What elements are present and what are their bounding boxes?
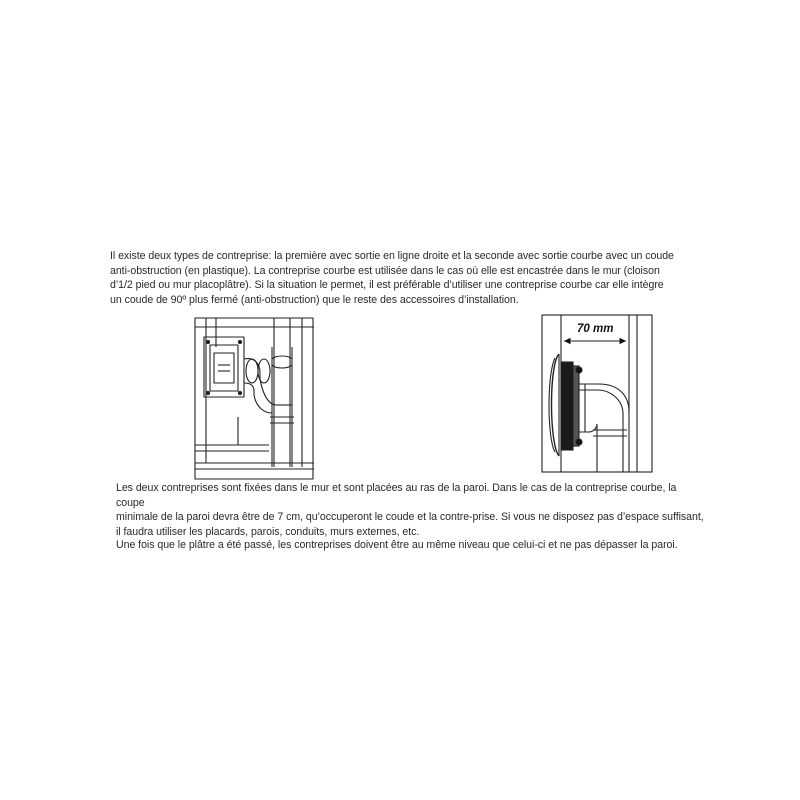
straight-socket-illustration [194, 317, 314, 480]
body-line-1: Les deux contreprises sont fixées dans le mur et sont placées au ras de la paroi. Dans le cas de la contreprise courbe, la coupe [116, 482, 677, 509]
curved-socket-illustration [541, 314, 653, 473]
note-paragraph [116, 538, 706, 553]
dimension-label: 70 mm [577, 323, 614, 335]
body-line-2: minimale de la paroi devra être de 7 cm, qu’occuperont le coude et la contre-prise. Si vous ne disposez pas d’espace suffisant, [116, 511, 704, 524]
intro-line-3: d’1/2 pied ou mur placoplâtre). Si la situation le permet, il est préférable d’utiliser une contreprise courbe car elle intègre [110, 279, 664, 292]
socket-cover [552, 354, 560, 456]
intro-line-2: anti-obstruction (en plastique). La contreprise courbe est utilisée dans le cas où elle est encastrée dans le mur (cloison [110, 264, 660, 277]
socket-flange [561, 362, 573, 450]
elbow-outer [579, 384, 629, 412]
body-line-3: il faudra utiliser les placards, parois, conduits, murs externes, etc. [116, 525, 420, 538]
intro-line-4: un coude de 90º plus fermé (anti-obstruction) que le reste des accessoires d’installation. [110, 293, 519, 306]
intro-paragraph [110, 249, 710, 307]
intro-line-1: Il existe deux types de contreprise: la première avec sortie en ligne droite et la seconde avec sortie courbe avec un coude [110, 250, 674, 262]
note-line-1: Une fois que le plâtre a été passé, les contreprises doivent être au même niveau que celui-ci et ne pas dépasser la paroi. [116, 539, 678, 551]
body-paragraph [116, 481, 706, 539]
figure-frame [195, 318, 313, 479]
